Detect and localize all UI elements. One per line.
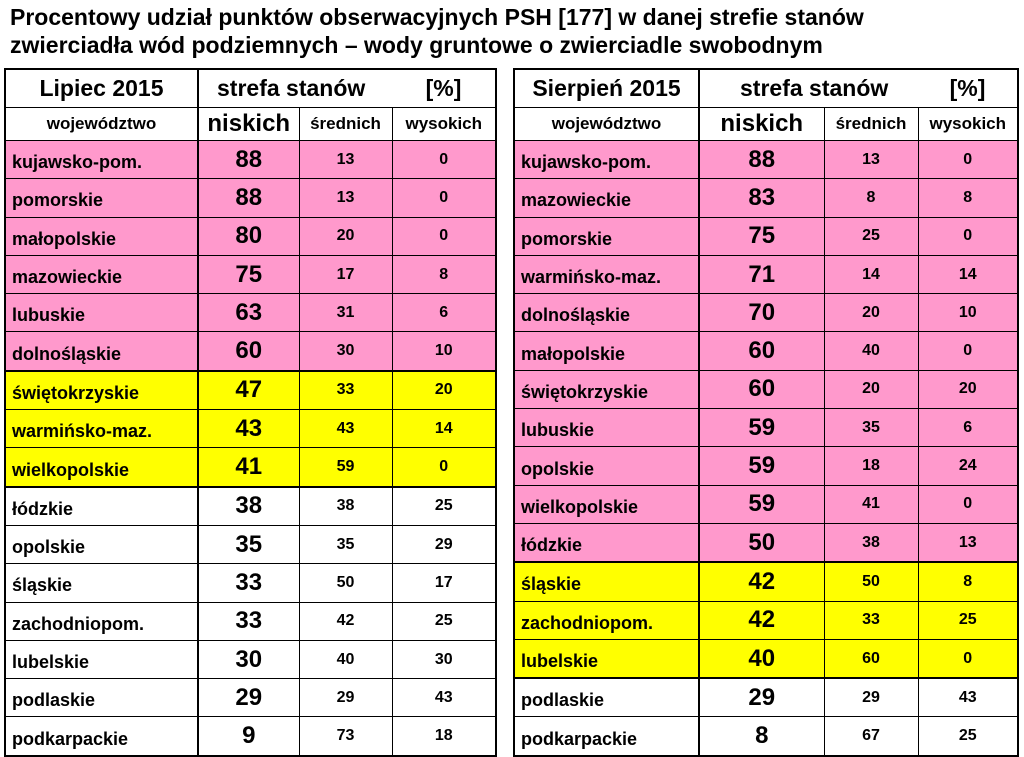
table-row xyxy=(514,332,1018,370)
table-row xyxy=(5,679,496,717)
high-cell: 8 xyxy=(918,179,1018,217)
voivodeship-cell: małopolskie xyxy=(5,217,198,255)
high-cell: 8 xyxy=(918,562,1018,601)
high-cell: 18 xyxy=(392,717,496,756)
low-cell: 60 xyxy=(198,332,299,371)
july-col-voivodeship: województwo xyxy=(5,108,198,141)
mid-cell: 41 xyxy=(824,485,918,523)
july-table xyxy=(4,68,497,757)
table-row xyxy=(514,217,1018,255)
voivodeship-cell: lubuskie xyxy=(514,409,699,447)
table-row xyxy=(514,409,1018,447)
mid-cell: 38 xyxy=(299,487,392,526)
mid-cell: 42 xyxy=(299,602,392,640)
low-cell: 60 xyxy=(699,332,824,370)
table-row xyxy=(5,217,496,255)
table-row xyxy=(5,294,496,332)
july-unit-label: [%] xyxy=(392,69,496,108)
mid-cell: 40 xyxy=(299,640,392,678)
high-cell: 0 xyxy=(392,179,496,217)
voivodeship-cell: kujawsko-pom. xyxy=(514,141,699,179)
mid-cell: 30 xyxy=(299,332,392,371)
mid-cell: 35 xyxy=(824,409,918,447)
voivodeship-cell: dolnośląskie xyxy=(5,332,198,371)
high-cell: 25 xyxy=(918,601,1018,639)
page-title xyxy=(10,3,1020,59)
july-column-headers xyxy=(5,108,496,141)
table-row xyxy=(5,410,496,448)
table-row xyxy=(5,332,496,371)
low-cell: 83 xyxy=(699,179,824,217)
mid-cell: 13 xyxy=(299,141,392,179)
low-cell: 75 xyxy=(699,217,824,255)
voivodeship-cell: zachodniopom. xyxy=(514,601,699,639)
low-cell: 33 xyxy=(198,602,299,640)
high-cell: 13 xyxy=(918,523,1018,562)
high-cell: 20 xyxy=(918,370,1018,408)
august-column-headers xyxy=(514,108,1018,141)
table-row xyxy=(514,255,1018,293)
mid-cell: 67 xyxy=(824,717,918,756)
voivodeship-cell: warmińsko-maz. xyxy=(514,255,699,293)
high-cell: 17 xyxy=(392,564,496,602)
high-cell: 0 xyxy=(392,217,496,255)
mid-cell: 18 xyxy=(824,447,918,485)
low-cell: 8 xyxy=(699,717,824,756)
voivodeship-cell: kujawsko-pom. xyxy=(5,141,198,179)
table-row xyxy=(5,602,496,640)
july-col-low: niskich xyxy=(198,108,299,141)
high-cell: 25 xyxy=(392,487,496,526)
august-col-voivodeship: województwo xyxy=(514,108,699,141)
mid-cell: 50 xyxy=(299,564,392,602)
table-row xyxy=(514,485,1018,523)
table-row xyxy=(514,717,1018,756)
high-cell: 6 xyxy=(392,294,496,332)
low-cell: 29 xyxy=(699,678,824,717)
august-month-label: Sierpień 2015 xyxy=(514,69,699,108)
high-cell: 10 xyxy=(392,332,496,371)
august-rows xyxy=(514,141,1018,756)
table-row xyxy=(514,639,1018,678)
table-row xyxy=(514,523,1018,562)
mid-cell: 59 xyxy=(299,448,392,487)
low-cell: 35 xyxy=(198,525,299,563)
table-row xyxy=(5,448,496,487)
low-cell: 63 xyxy=(198,294,299,332)
high-cell: 30 xyxy=(392,640,496,678)
high-cell: 14 xyxy=(918,255,1018,293)
august-unit-label: [%] xyxy=(918,69,1018,108)
table-row xyxy=(5,640,496,678)
low-cell: 40 xyxy=(699,639,824,678)
title-line-2: zwierciadła wód podziemnych – wody gruntowe o zwierciadle swobodnym xyxy=(10,32,823,58)
low-cell: 30 xyxy=(198,640,299,678)
mid-cell: 29 xyxy=(824,678,918,717)
august-zone-label: strefa stanów xyxy=(699,69,918,108)
august-col-high: wysokich xyxy=(918,108,1018,141)
low-cell: 38 xyxy=(198,487,299,526)
title-line-1: Procentowy udział punktów obserwacyjnych PSH [177] w danej strefie stanów xyxy=(10,4,864,30)
august-table xyxy=(513,68,1019,757)
low-cell: 9 xyxy=(198,717,299,756)
table-row xyxy=(514,141,1018,179)
mid-cell: 25 xyxy=(824,217,918,255)
table-row xyxy=(5,179,496,217)
high-cell: 25 xyxy=(918,717,1018,756)
mid-cell: 20 xyxy=(824,294,918,332)
mid-cell: 20 xyxy=(824,370,918,408)
july-header-row xyxy=(5,69,496,108)
voivodeship-cell: wielkopolskie xyxy=(5,448,198,487)
voivodeship-cell: dolnośląskie xyxy=(514,294,699,332)
table-row xyxy=(514,562,1018,601)
voivodeship-cell: mazowieckie xyxy=(514,179,699,217)
voivodeship-cell: wielkopolskie xyxy=(514,485,699,523)
high-cell: 14 xyxy=(392,410,496,448)
mid-cell: 29 xyxy=(299,679,392,717)
table-row xyxy=(514,294,1018,332)
mid-cell: 13 xyxy=(824,141,918,179)
high-cell: 0 xyxy=(918,332,1018,370)
voivodeship-cell: lubelskie xyxy=(5,640,198,678)
high-cell: 0 xyxy=(918,141,1018,179)
voivodeship-cell: pomorskie xyxy=(5,179,198,217)
table-row xyxy=(5,487,496,526)
table-row xyxy=(5,717,496,756)
high-cell: 6 xyxy=(918,409,1018,447)
high-cell: 20 xyxy=(392,371,496,410)
mid-cell: 33 xyxy=(299,371,392,410)
low-cell: 88 xyxy=(198,179,299,217)
voivodeship-cell: śląskie xyxy=(5,564,198,602)
low-cell: 33 xyxy=(198,564,299,602)
low-cell: 88 xyxy=(198,141,299,179)
table-row xyxy=(514,370,1018,408)
mid-cell: 20 xyxy=(299,217,392,255)
voivodeship-cell: podkarpackie xyxy=(5,717,198,756)
high-cell: 43 xyxy=(392,679,496,717)
table-row xyxy=(5,371,496,410)
low-cell: 42 xyxy=(699,562,824,601)
voivodeship-cell: opolskie xyxy=(5,525,198,563)
high-cell: 25 xyxy=(392,602,496,640)
voivodeship-cell: pomorskie xyxy=(514,217,699,255)
voivodeship-cell: podlaskie xyxy=(514,678,699,717)
mid-cell: 35 xyxy=(299,525,392,563)
mid-cell: 17 xyxy=(299,255,392,293)
table-row xyxy=(5,141,496,179)
voivodeship-cell: lubelskie xyxy=(514,639,699,678)
table-row xyxy=(514,601,1018,639)
mid-cell: 31 xyxy=(299,294,392,332)
table-row xyxy=(5,525,496,563)
voivodeship-cell: lubuskie xyxy=(5,294,198,332)
july-col-mid: średnich xyxy=(299,108,392,141)
mid-cell: 40 xyxy=(824,332,918,370)
high-cell: 8 xyxy=(392,255,496,293)
low-cell: 59 xyxy=(699,409,824,447)
voivodeship-cell: opolskie xyxy=(514,447,699,485)
voivodeship-cell: łódzkie xyxy=(514,523,699,562)
july-zone-label: strefa stanów xyxy=(198,69,392,108)
voivodeship-cell: mazowieckie xyxy=(5,255,198,293)
table-row xyxy=(514,678,1018,717)
high-cell: 0 xyxy=(918,217,1018,255)
high-cell: 0 xyxy=(918,639,1018,678)
mid-cell: 50 xyxy=(824,562,918,601)
high-cell: 0 xyxy=(392,448,496,487)
august-col-mid: średnich xyxy=(824,108,918,141)
high-cell: 24 xyxy=(918,447,1018,485)
july-rows xyxy=(5,141,496,756)
low-cell: 50 xyxy=(699,523,824,562)
voivodeship-cell: świętokrzyskie xyxy=(514,370,699,408)
low-cell: 41 xyxy=(198,448,299,487)
low-cell: 29 xyxy=(198,679,299,717)
mid-cell: 43 xyxy=(299,410,392,448)
voivodeship-cell: małopolskie xyxy=(514,332,699,370)
voivodeship-cell: warmińsko-maz. xyxy=(5,410,198,448)
mid-cell: 60 xyxy=(824,639,918,678)
low-cell: 47 xyxy=(198,371,299,410)
low-cell: 88 xyxy=(699,141,824,179)
low-cell: 60 xyxy=(699,370,824,408)
high-cell: 43 xyxy=(918,678,1018,717)
mid-cell: 38 xyxy=(824,523,918,562)
voivodeship-cell: zachodniopom. xyxy=(5,602,198,640)
table-row xyxy=(514,447,1018,485)
voivodeship-cell: śląskie xyxy=(514,562,699,601)
table-row xyxy=(514,179,1018,217)
low-cell: 43 xyxy=(198,410,299,448)
july-month-label: Lipiec 2015 xyxy=(5,69,198,108)
low-cell: 71 xyxy=(699,255,824,293)
july-col-high: wysokich xyxy=(392,108,496,141)
voivodeship-cell: łódzkie xyxy=(5,487,198,526)
mid-cell: 33 xyxy=(824,601,918,639)
voivodeship-cell: podkarpackie xyxy=(514,717,699,756)
high-cell: 0 xyxy=(392,141,496,179)
low-cell: 70 xyxy=(699,294,824,332)
mid-cell: 73 xyxy=(299,717,392,756)
low-cell: 59 xyxy=(699,447,824,485)
low-cell: 80 xyxy=(198,217,299,255)
voivodeship-cell: świętokrzyskie xyxy=(5,371,198,410)
low-cell: 75 xyxy=(198,255,299,293)
high-cell: 29 xyxy=(392,525,496,563)
august-col-low: niskich xyxy=(699,108,824,141)
high-cell: 10 xyxy=(918,294,1018,332)
table-row xyxy=(5,564,496,602)
august-header-row xyxy=(514,69,1018,108)
low-cell: 59 xyxy=(699,485,824,523)
mid-cell: 14 xyxy=(824,255,918,293)
mid-cell: 13 xyxy=(299,179,392,217)
mid-cell: 8 xyxy=(824,179,918,217)
low-cell: 42 xyxy=(699,601,824,639)
voivodeship-cell: podlaskie xyxy=(5,679,198,717)
table-row xyxy=(5,255,496,293)
high-cell: 0 xyxy=(918,485,1018,523)
